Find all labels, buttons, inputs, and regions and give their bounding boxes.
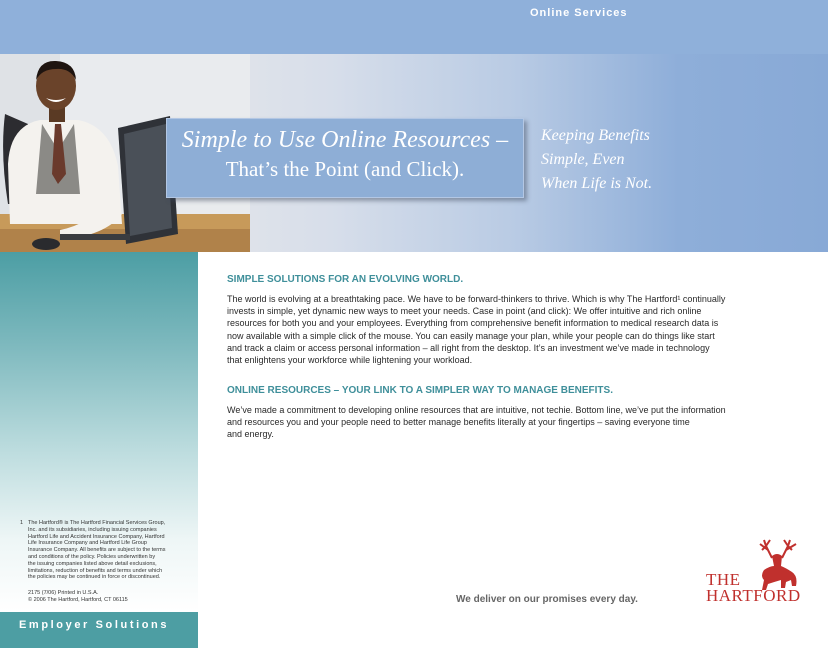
section1-body <box>227 293 752 366</box>
section2-heading: ONLINE RESOURCES – YOUR LINK TO A SIMPLER WAY TO MANAGE BENEFITS. <box>227 385 613 396</box>
footnote-line: Inc. and its subsidiaries, including issuing companies <box>28 526 157 533</box>
body-line: and resources you and your people need to better manage benefits literally at your fingertips – saving everyone time <box>227 417 690 428</box>
footnote-line: and conditions of the policy. Policies underwritten by <box>28 553 156 560</box>
employer-solutions-label: Employer Solutions <box>19 619 170 631</box>
tagline-line: Simple, Even <box>541 151 625 168</box>
footnote-line: Life Insurance Company and Hartford Life Group <box>28 540 147 547</box>
hero-title-line1: Simple to Use Online Resources – <box>181 127 509 153</box>
body-line: invests in simple, yet dynamic new ways to meet your needs. Case in point (and click): We offer intuitive and rich online <box>227 306 702 317</box>
hero-title-line2: That’s the Point (and Click). <box>225 157 465 181</box>
hero-title-box <box>166 118 524 198</box>
print-info-line: 2175 (7/06) Printed in U.S.A. <box>28 590 99 596</box>
tagline-line: When Life is Not. <box>541 175 653 192</box>
hartford-logo <box>706 572 801 604</box>
logo-line2: HARTFORD <box>706 586 801 605</box>
footnote <box>20 520 178 581</box>
footnote-line: the issuing companies listed above detail exclusions, <box>28 560 157 567</box>
section1-heading: SIMPLE SOLUTIONS FOR AN EVOLVING WORLD. <box>227 274 464 285</box>
body-line: and energy. <box>227 429 274 440</box>
section2-body <box>227 404 752 441</box>
hero-tagline <box>541 124 741 196</box>
body-line: The world is evolving at a breathtaking pace. We have to be forward-thinkers to thrive. Which is why The Hartford¹ continually <box>227 294 726 304</box>
footnote-line: The Hartford® is The Hartford Financial Services Group, <box>28 520 166 526</box>
footnote-line: limitations, reduction of benefits and terms under which <box>28 567 163 574</box>
print-info-line: © 2006 The Hartford, Hartford, CT 06115 <box>28 597 128 603</box>
hero-banner <box>0 54 828 252</box>
body-line: that enlightens your workforce while lightening your workload. <box>227 355 473 366</box>
header-label: Online Services <box>530 7 628 19</box>
body-line: now available with a simple click of the mouse. You can easily manage your plan, while your people can do things like start <box>227 330 715 341</box>
footnote-line: the policies may be continued in force or discontinued. <box>28 574 161 581</box>
footnote-line: Insurance Company. All benefits are subject to the terms <box>28 547 166 554</box>
footnote-number: 1 <box>20 520 24 526</box>
tagline-line: Keeping Benefits <box>541 127 650 144</box>
print-info <box>28 590 188 604</box>
footnote-line: Hartford Life and Accident Insurance Company, Hartford <box>28 533 165 540</box>
body-line: We’ve made a commitment to developing online resources that are intuitive, not techie. Bottom line, we’ve put the information <box>227 405 726 415</box>
body-line: resources for both you and your employees. Everything from comprehensive benefit information to medical research data is <box>227 318 719 329</box>
logo-line1: THE <box>706 570 741 589</box>
promise-slogan: We deliver on our promises every day. <box>456 594 638 605</box>
body-line: and track a claim or access personal information – all right from the desktop. It’s an investment we’ve made in technology <box>227 342 710 353</box>
top-banner <box>0 0 828 54</box>
